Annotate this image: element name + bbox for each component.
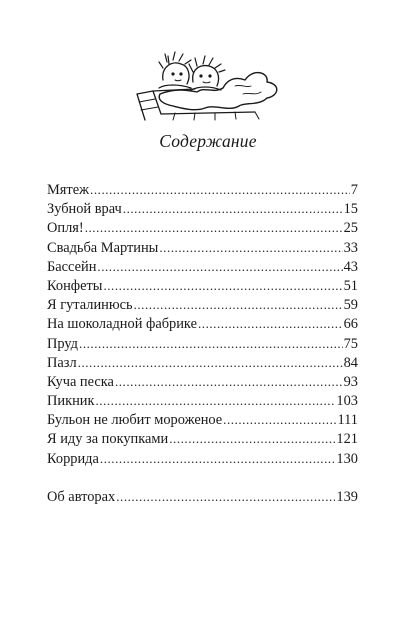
toc-entry-page: 75 xyxy=(343,335,358,352)
dot-leader xyxy=(123,199,343,219)
toc-entry-page: 7 xyxy=(350,182,358,198)
toc-entry-page: 111 xyxy=(337,412,358,429)
toc-entry-title: Бассейн xyxy=(47,258,97,275)
dot-leader xyxy=(95,391,335,411)
dot-leader xyxy=(100,449,336,469)
toc-entry-page: 84 xyxy=(343,354,358,371)
toc-entry-page: 139 xyxy=(336,488,358,505)
toc-entry-title: Опля! xyxy=(47,220,84,237)
toc-entry xyxy=(47,180,358,199)
toc-entry xyxy=(47,410,358,429)
toc-entry xyxy=(47,238,358,257)
toc-entry-page: 130 xyxy=(336,450,358,467)
toc-entry xyxy=(47,449,358,468)
page-title: Содержание xyxy=(159,131,257,151)
dot-leader xyxy=(97,257,342,277)
toc-entry xyxy=(47,391,358,410)
dot-leader xyxy=(169,429,335,449)
toc-entry-title: Свадьба Мартины xyxy=(47,239,159,256)
toc-entry-title: Коррида xyxy=(47,450,99,467)
toc-entry-page: 15 xyxy=(343,201,358,218)
toc-entry-page: 43 xyxy=(343,258,358,275)
toc-entry-page: 59 xyxy=(343,297,358,314)
toc-entry-page: 25 xyxy=(343,220,358,237)
dot-leader xyxy=(116,487,335,507)
toc-entry xyxy=(47,199,358,218)
toc-entry-page: 51 xyxy=(343,277,358,294)
toc-entry-title: Куча песка xyxy=(47,373,114,390)
dot-leader xyxy=(85,218,343,238)
dot-leader xyxy=(103,276,342,296)
dot-leader xyxy=(159,238,342,258)
dot-leader xyxy=(198,314,343,334)
toc-entry xyxy=(47,276,358,295)
two-boys-in-pool-drawing-icon xyxy=(135,42,285,122)
toc-entry xyxy=(47,218,358,237)
toc-entry-title: На шоколадной фабрике xyxy=(47,316,197,333)
toc-entry-title: Пазл xyxy=(47,354,77,371)
toc-entry xyxy=(47,314,358,333)
toc-entry-page: 103 xyxy=(336,393,358,410)
toc-entry xyxy=(47,429,358,448)
toc-entry xyxy=(47,372,358,391)
toc-entry xyxy=(47,334,358,353)
toc-entry-title: Мятеж xyxy=(47,182,90,198)
toc-entry-about-authors xyxy=(47,487,358,506)
toc-entry-title: Пикник xyxy=(47,393,95,410)
toc-entry-page: 66 xyxy=(343,316,358,333)
table-of-contents xyxy=(47,180,358,506)
toc-entry-page: 33 xyxy=(343,239,358,256)
toc-entry-page: 121 xyxy=(336,431,358,448)
toc-entry-title: Я иду за покупками xyxy=(47,431,169,448)
dot-leader xyxy=(78,353,343,373)
toc-entry-title: Конфеты xyxy=(47,277,103,294)
dot-leader xyxy=(134,295,343,315)
toc-entry-title: Пруд xyxy=(47,335,79,352)
toc-entry-title: Бульон не любит мороженое xyxy=(47,412,223,429)
toc-entry xyxy=(47,295,358,314)
dot-leader xyxy=(90,180,350,200)
toc-entry-title: Я гуталинюсь xyxy=(47,297,133,314)
dot-leader xyxy=(79,334,343,354)
toc-entry-title: Зубной врач xyxy=(47,201,122,218)
toc-entry xyxy=(47,257,358,276)
toc-entry-page: 93 xyxy=(343,373,358,390)
toc-entry-title: Об авторах xyxy=(47,488,116,505)
dot-leader xyxy=(223,410,336,430)
dot-leader xyxy=(115,372,343,392)
toc-entry xyxy=(47,353,358,372)
